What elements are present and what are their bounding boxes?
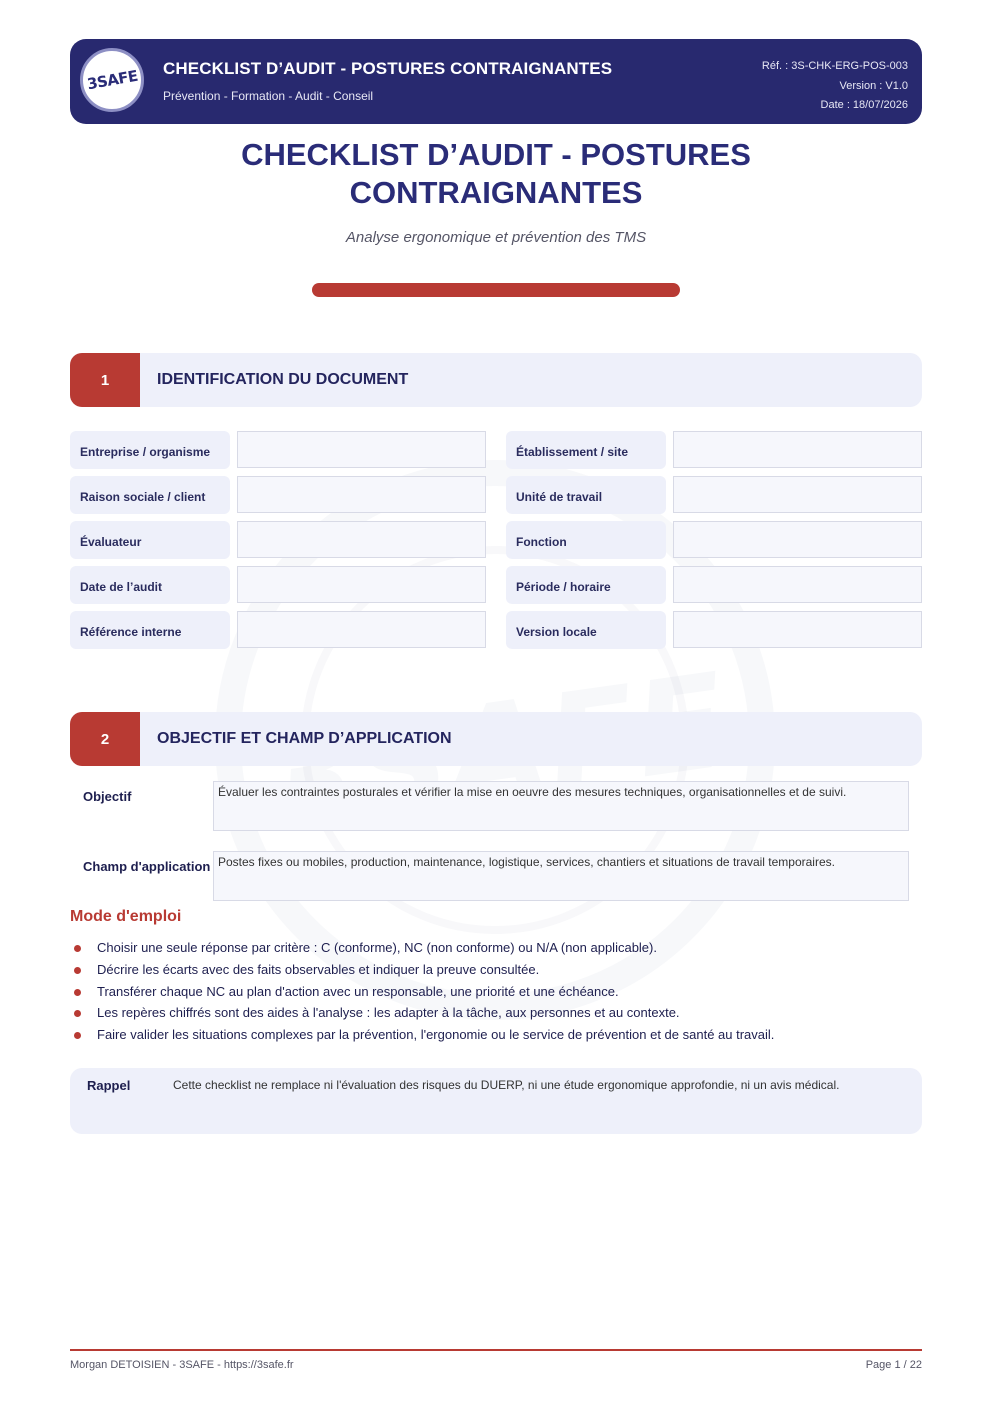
label-evaluateur: Évaluateur [70, 521, 230, 559]
page-subtitle: Analyse ergonomique et prévention des TMS [345, 229, 647, 246]
footer-page-number: Page 1 / 22 [865, 1359, 922, 1371]
page-title-line-2: CONTRAIGNANTES [349, 175, 643, 210]
header-title: CHECKLIST D’AUDIT - POSTURES CONTRAIGNANTES [163, 59, 613, 78]
field-entreprise[interactable] [237, 431, 486, 468]
page-title [0, 136, 992, 212]
champ-application-label: Champ d'application [83, 859, 211, 874]
rappel-text: Cette checklist ne remplace ni l'évaluation des risques du DUERP, ni une étude ergonomique approfondie, ni un avis médical. [173, 1078, 840, 1092]
field-evaluateur[interactable] [237, 521, 486, 558]
section-title: IDENTIFICATION DU DOCUMENT [157, 371, 409, 388]
bullet-icon [74, 967, 81, 974]
section-number: 2 [70, 712, 140, 766]
header-banner [70, 39, 922, 124]
mode-emploi-list [70, 938, 930, 1047]
list-item: Choisir une seule réponse par critère : C (conforme), NC (non conforme) ou N/A (non applicable). [70, 938, 930, 960]
company-logo [80, 48, 144, 112]
field-etablissement[interactable] [673, 431, 922, 468]
document-date: Date : 18/07/2026 [820, 99, 908, 111]
section-identification [70, 353, 922, 407]
mode-emploi-title: Mode d'emploi [70, 908, 182, 925]
label-periode: Période / horaire [506, 566, 666, 604]
bullet-icon [74, 989, 81, 996]
header-meta [762, 57, 908, 116]
document-reference: Réf. : 3S-CHK-ERG-POS-003 [761, 60, 908, 72]
field-fonction[interactable] [673, 521, 922, 558]
page-title-line-1: CHECKLIST D’AUDIT - POSTURES [241, 137, 751, 172]
title-divider [312, 283, 680, 297]
field-date-audit[interactable] [237, 566, 486, 603]
objectif-label: Objectif [83, 789, 132, 804]
logo-text: 3SAFE [85, 66, 139, 94]
label-entreprise: Entreprise / organisme [70, 431, 230, 469]
field-raison-sociale[interactable] [237, 476, 486, 513]
objectif-field[interactable]: Évaluer les contraintes posturales et vérifier la mise en oeuvre des mesures techniques, organisationnelles et de suivi. [213, 781, 909, 831]
footer-divider [70, 1349, 922, 1351]
label-etablissement: Établissement / site [506, 431, 666, 469]
list-item: Décrire les écarts avec des faits observables et indiquer la preuve consultée. [70, 960, 930, 982]
footer-author: Morgan DETOISIEN - 3SAFE - https://3safe.fr [70, 1359, 294, 1371]
label-raison-sociale: Raison sociale / client [70, 476, 230, 514]
rappel-label: Rappel [87, 1078, 131, 1093]
section-title: OBJECTIF ET CHAMP D’APPLICATION [157, 730, 452, 747]
bullet-icon [74, 1010, 81, 1017]
label-reference-interne: Référence interne [70, 611, 230, 649]
field-version-locale[interactable] [673, 611, 922, 648]
header-subtitle: Prévention - Formation - Audit - Conseil [163, 89, 374, 103]
list-item: Transférer chaque NC au plan d'action avec un responsable, une priorité et une échéance. [70, 982, 930, 1004]
label-fonction: Fonction [506, 521, 666, 559]
label-unite-travail: Unité de travail [506, 476, 666, 514]
rappel-box [70, 1068, 922, 1134]
field-unite-travail[interactable] [673, 476, 922, 513]
document-version: Version : V1.0 [839, 79, 908, 92]
label-version-locale: Version locale [506, 611, 666, 649]
section-number: 1 [70, 353, 140, 407]
champ-application-field[interactable]: Postes fixes ou mobiles, production, maintenance, logistique, services, chantiers et situations de travail temporaires. [213, 851, 909, 901]
list-item: Les repères chiffrés sont des aides à l'analyse : les adapter à la tâche, aux personnes et au contexte. [70, 1003, 930, 1025]
bullet-icon [74, 1032, 81, 1039]
bullet-icon [74, 945, 81, 952]
section-objectif [70, 712, 922, 766]
label-date-audit: Date de l’audit [70, 566, 230, 604]
field-periode[interactable] [673, 566, 922, 603]
list-item: Faire valider les situations complexes par la prévention, l'ergonomie ou le service de prévention et de santé au travail. [70, 1025, 930, 1047]
field-reference-interne[interactable] [237, 611, 486, 648]
